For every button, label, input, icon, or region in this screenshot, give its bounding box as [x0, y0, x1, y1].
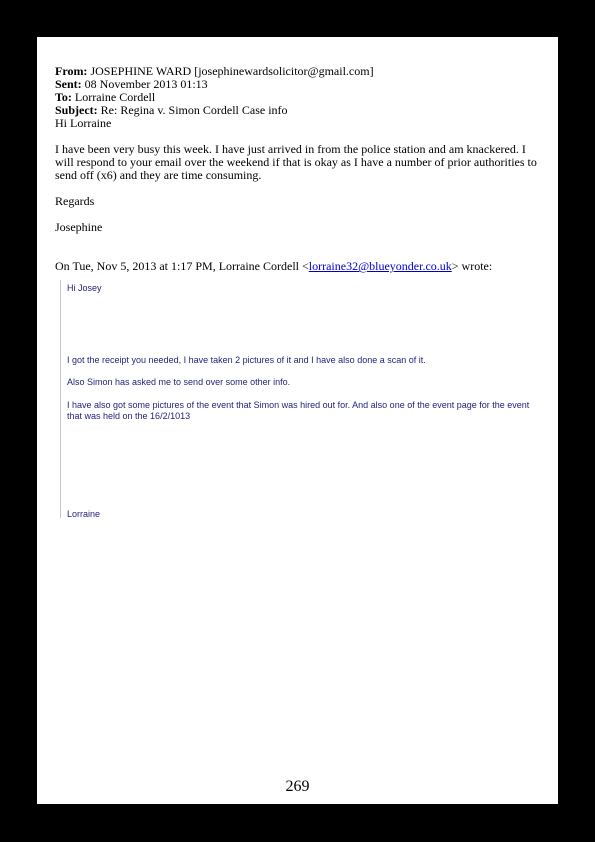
email-header — [55, 65, 540, 117]
from-line: From: JOSEPHINE WARD [josephinewardsolicitor@gmail.com] — [55, 64, 374, 78]
quoted-message — [60, 280, 540, 518]
body-paragraph: I have been very busy this week. I have just arrived in from the police station and am knackered. I will respond to your email over the weekend if that is okay as I have a number of prior authorities to send off (x6) and they are time consuming. — [55, 142, 537, 182]
document-page — [37, 37, 558, 804]
sent-line: Sent: 08 November 2013 01:13 — [55, 77, 208, 91]
quoted-line-3: I have also got some pictures of the event that Simon was hired out for. And also one of the event page for the event that was held on the 16/2/1013 — [67, 400, 530, 421]
signature: Josephine — [55, 220, 103, 234]
email-link[interactable]: lorraine32@blueyonder.co.uk — [308, 259, 452, 273]
quoted-greeting: Hi Josey — [67, 283, 102, 293]
subject-line: Subject: Re: Regina v. Simon Cordell Case info — [55, 103, 288, 117]
sent-value: 08 November 2013 01:13 — [81, 77, 208, 91]
quoted-signoff: Lorraine — [67, 509, 101, 519]
from-value: JOSEPHINE WARD [josephinewardsolicitor@gmail.com] — [87, 64, 374, 78]
page-number: 269 — [285, 778, 310, 795]
quoted-line-2: Also Simon has asked me to send over some other info. — [67, 377, 291, 387]
quote-intro: On Tue, Nov 5, 2013 at 1:17 PM, Lorraine Cordell <lorraine32@blueyonder.co.uk> wrote: — [55, 259, 493, 273]
closing: Regards — [55, 194, 95, 208]
greeting: Hi Lorraine — [55, 116, 112, 130]
to-line: To: Lorraine Cordell — [55, 90, 156, 104]
quoted-line-1: I got the receipt you needed, I have taken 2 pictures of it and I have also done a scan of it. — [67, 355, 426, 365]
to-value: Lorraine Cordell — [71, 90, 156, 104]
subject-value: Re: Regina v. Simon Cordell Case info — [97, 103, 288, 117]
